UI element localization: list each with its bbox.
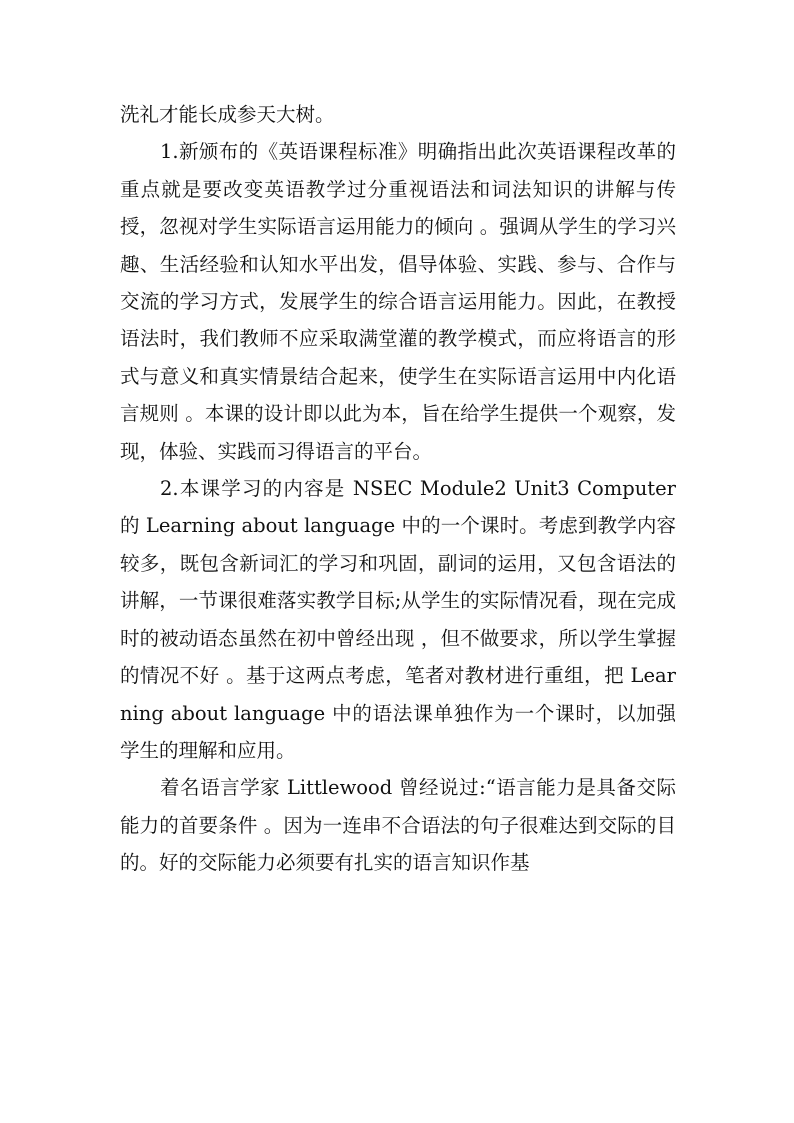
paragraph-point-2: 2.本课学习的内容是 NSEC Module2 Unit3 Computer 的 Learning about language 中的一个课时。考虑到教学内容较多，既包含新词汇的学习和巩固，副词的运用，又包含语法的讲解，一节课很难落实教学目标;从学生的实际情况看，现在完成时的被动语态虽然在初中曾经出现 ，但不做要求，所以学生掌握的情况不好 。基于这两点考虑，笔者对教材进行重组，把 Learning about language 中的语法课单独作为一个课时，以加强学生的理解和应用。: [120, 477, 676, 762]
paragraph-continuation: 洗礼才能长成参天大树。: [120, 103, 335, 126]
paragraph-point-1: 1.新颁布的《英语课程标准》明确指出此次英语课程改革的重点就是要改变英语教学过分重视语法和词法知识的讲解与传授，忽视对学生实际语言运用能力的倾向 。强调从学生的学习兴趣、生活经验和认知水平出发，倡导体验、实践、参与、合作与交流的学习方式，发展学生的综合语言运用能力。因此，在教授语法时，我们教师不应采取满堂灌的教学模式，而应将语言的形式与意义和真实情景结合起来，使学生在实际语言运用中内化语言规则 。本课的设计即以此为本，旨在给学生提供一个观察，发现，体验、实践而习得语言的平台。: [120, 140, 676, 463]
document-body: [120, 96, 676, 882]
paragraph-littlewood-quote: 着名语言学家 Littlewood 曾经说过:“语言能力是具备交际能力的首要条件 。因为一连串不合语法的句子很难达到交际的目的。好的交际能力必须要有扎实的语言知识作基: [120, 776, 676, 875]
